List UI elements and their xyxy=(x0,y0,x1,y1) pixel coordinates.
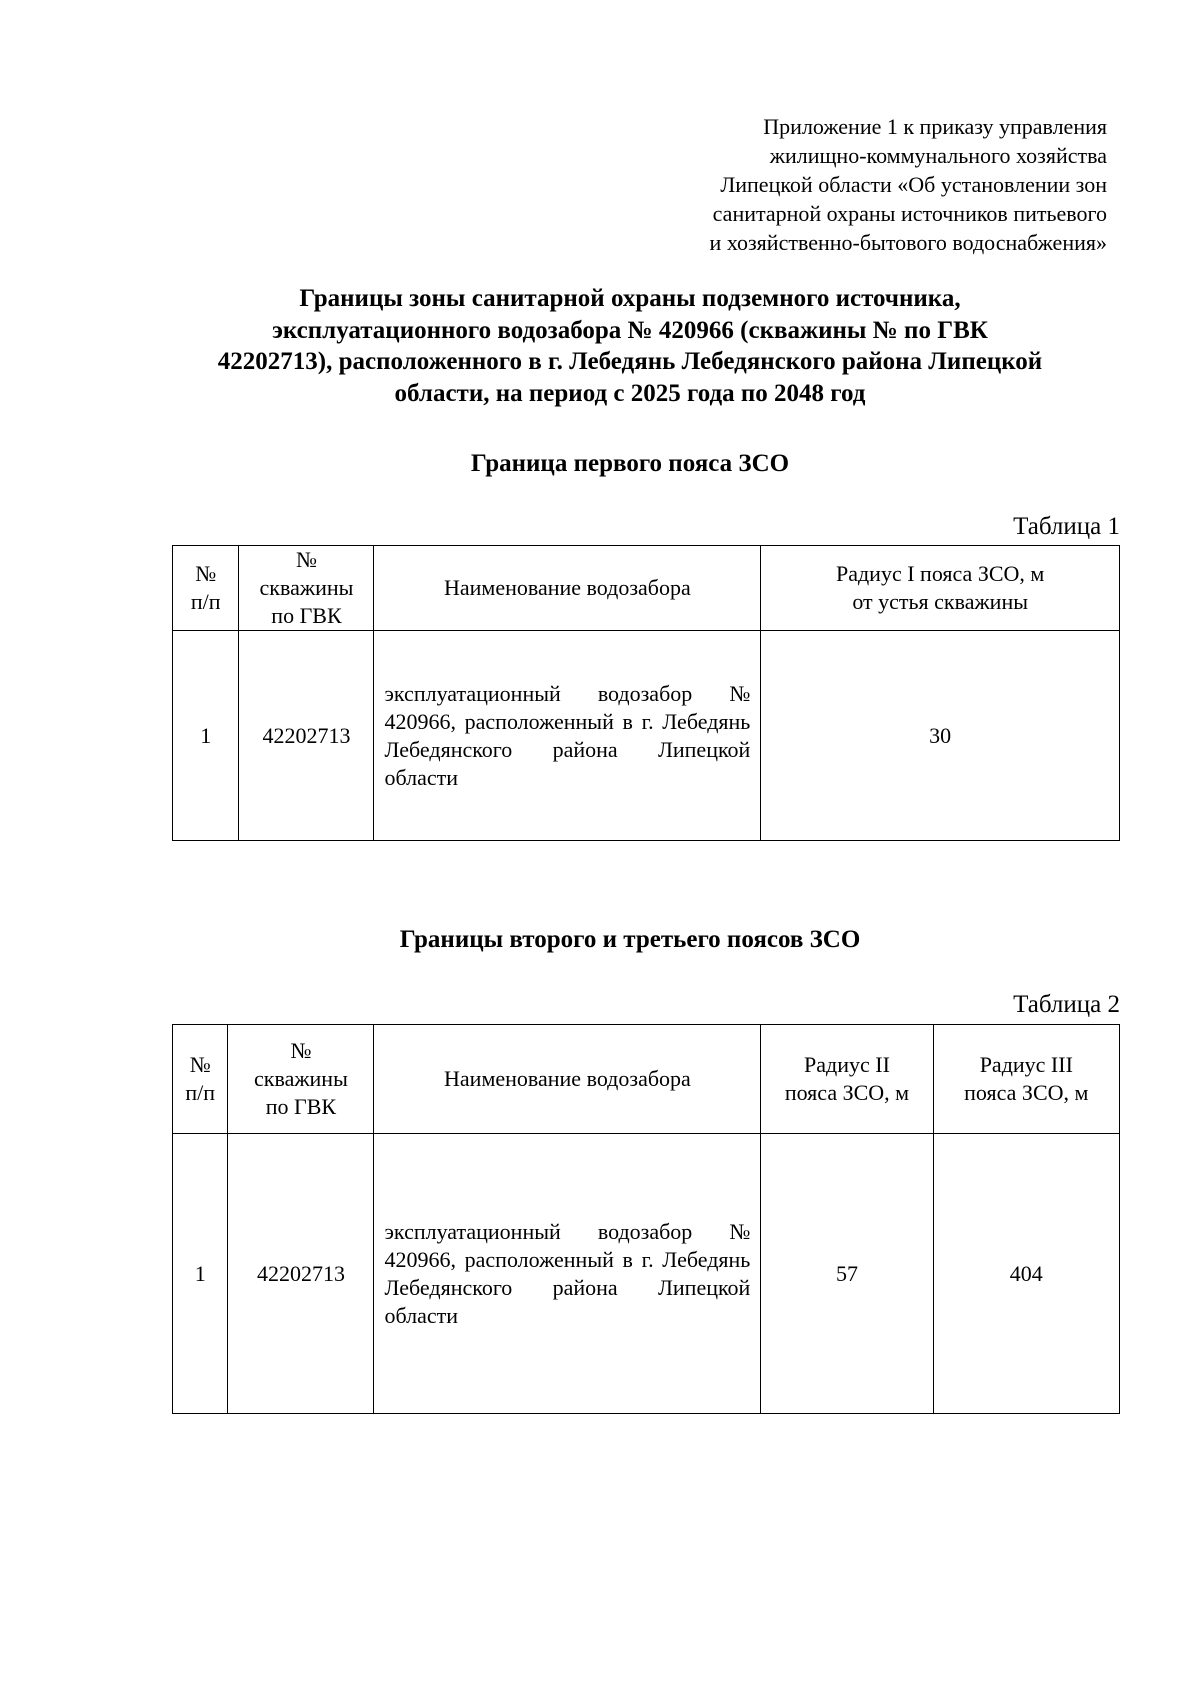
section-title-first-zone: Граница первого пояса ЗСО xyxy=(470,450,790,477)
header-radius-line: Радиус I пояса ЗСО, м xyxy=(835,561,1045,586)
header-radius-1 xyxy=(761,546,1120,631)
annex-line: санитарной охраны источников питьевого xyxy=(712,201,1107,226)
cell-num: 1 xyxy=(173,631,239,841)
header-radius-line: пояса ЗСО, м xyxy=(784,1080,910,1105)
header-name: Наименование водозабора xyxy=(374,546,761,631)
table-row xyxy=(173,1134,1120,1414)
title-line: области, на период с 2025 года по 2048 год xyxy=(394,379,866,407)
header-num-line: № xyxy=(195,561,217,586)
table-header-row xyxy=(173,1025,1120,1134)
table-header-row xyxy=(173,546,1120,631)
cell-radius-3: 404 xyxy=(933,1134,1119,1414)
header-well-line: № xyxy=(290,1038,312,1063)
cell-name: эксплуатационный водозабор № 420966, расположенный в г. Лебедянь Лебедянского района Липецкой области xyxy=(374,631,761,841)
header-num-line: № xyxy=(189,1052,211,1077)
table-second-third-zone xyxy=(172,1024,1120,1414)
table-caption-1: Таблица 1 xyxy=(1013,513,1120,540)
header-radius-line: от устья скважины xyxy=(852,589,1029,614)
header-name: Наименование водозабора xyxy=(374,1025,761,1134)
section-title-second-third-zone: Границы второго и третьего поясов ЗСО xyxy=(399,926,861,953)
title-line: 42202713), расположенного в г. Лебедянь Лебедянского района Липецкой xyxy=(217,348,1043,375)
header-well xyxy=(239,546,374,631)
title-line: Границы зоны санитарной охраны подземного источника, xyxy=(299,285,961,312)
header-radius-line: пояса ЗСО, м xyxy=(964,1080,1089,1105)
header-well-line: № xyxy=(295,547,317,572)
cell-radius-2: 57 xyxy=(761,1134,933,1414)
table-first-zone xyxy=(172,545,1120,841)
cell-num: 1 xyxy=(173,1134,228,1414)
header-num xyxy=(173,546,239,631)
header-num-line: п/п xyxy=(190,589,221,614)
table-row xyxy=(173,631,1120,841)
annex-line: Липецкой области «Об установлении зон xyxy=(720,172,1107,197)
header-radius-line: Радиус II xyxy=(804,1052,890,1077)
header-num xyxy=(173,1025,228,1134)
table-caption-2: Таблица 2 xyxy=(1013,991,1120,1018)
header-radius-3 xyxy=(933,1025,1119,1134)
cell-name: эксплуатационный водозабор № 420966, расположенный в г. Лебедянь Лебедянского района Липецкой области xyxy=(374,1134,761,1414)
header-well-line: по ГВК xyxy=(271,603,342,628)
header-num-line: п/п xyxy=(185,1080,216,1105)
document-title xyxy=(150,283,1110,409)
header-radius-line: Радиус III xyxy=(979,1052,1073,1077)
header-radius-2 xyxy=(761,1025,933,1134)
cell-well: 42202713 xyxy=(228,1134,374,1414)
header-well-line: по ГВК xyxy=(265,1094,337,1119)
header-well xyxy=(228,1025,374,1134)
annex-header xyxy=(547,112,1107,257)
annex-line: Приложение 1 к приказу управления xyxy=(763,114,1107,139)
annex-line: и хозяйственно-бытового водоснабжения» xyxy=(709,230,1107,255)
header-well-line: скважины xyxy=(259,575,354,600)
cell-well: 42202713 xyxy=(239,631,374,841)
title-line: эксплуатационного водозабора № 420966 (скважины № по ГВК xyxy=(272,316,988,344)
header-well-line: скважины xyxy=(254,1066,348,1091)
cell-radius-1: 30 xyxy=(761,631,1120,841)
annex-line: жилищно-коммунального хозяйства xyxy=(769,143,1107,168)
